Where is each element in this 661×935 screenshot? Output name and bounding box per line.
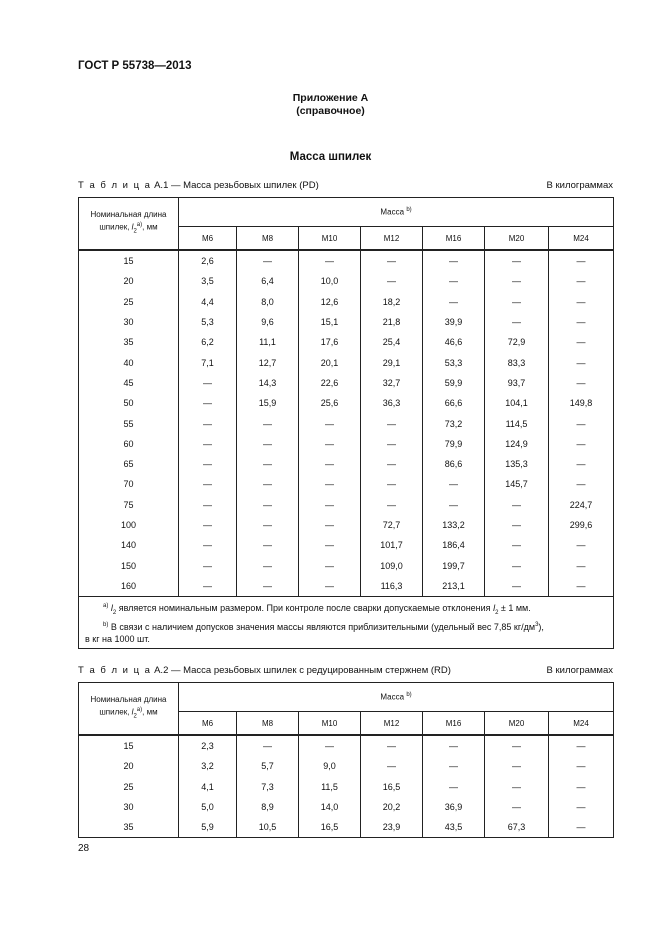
mass-cell: — bbox=[179, 576, 237, 597]
mass-cell: — bbox=[423, 474, 485, 494]
mass-cell: 3,2 bbox=[179, 756, 237, 776]
length-cell: 35 bbox=[79, 332, 179, 352]
length-cell: 150 bbox=[79, 555, 179, 575]
mass-cell: 299,6 bbox=[549, 515, 614, 535]
length-cell: 30 bbox=[79, 797, 179, 817]
table-row bbox=[79, 797, 614, 817]
footnote-b bbox=[85, 619, 609, 633]
mass-cell: 4,4 bbox=[179, 292, 237, 312]
mass-cell: — bbox=[549, 373, 614, 393]
mass-cell: 11,5 bbox=[299, 777, 361, 797]
mass-cell: 17,6 bbox=[299, 332, 361, 352]
mass-cell: 16,5 bbox=[361, 777, 423, 797]
mass-cell: 11,1 bbox=[237, 332, 299, 352]
section-title: Масса шпилек bbox=[289, 151, 372, 163]
footnote-b-text: В связи с наличием допусков значения массы являются приблизительными (удельный вес 7,85 кг/дм bbox=[108, 621, 536, 632]
mass-cell: — bbox=[299, 576, 361, 597]
mass-cell: 59,9 bbox=[423, 373, 485, 393]
mass-cell: 5,9 bbox=[179, 817, 237, 838]
mass-cell: — bbox=[485, 576, 549, 597]
length-cell: 30 bbox=[79, 312, 179, 332]
mass-cell: — bbox=[423, 292, 485, 312]
mass-cell: — bbox=[237, 434, 299, 454]
length-cell: 40 bbox=[79, 352, 179, 372]
mass-cell: 6,2 bbox=[179, 332, 237, 352]
mass-cell: 8,9 bbox=[237, 797, 299, 817]
mass-cell: — bbox=[237, 413, 299, 433]
mass-cell: 36,3 bbox=[361, 393, 423, 413]
mass-cell: 5,3 bbox=[179, 312, 237, 332]
length-header-line1: Номинальная длина bbox=[90, 210, 167, 220]
table-row bbox=[79, 454, 614, 474]
mass-cell: — bbox=[485, 292, 549, 312]
mass-cell: 186,4 bbox=[423, 535, 485, 555]
mass-cell: — bbox=[549, 535, 614, 555]
mass-cell: — bbox=[423, 495, 485, 515]
mass-cell: — bbox=[179, 413, 237, 433]
mass-cell: 124,9 bbox=[485, 434, 549, 454]
mass-cell: — bbox=[361, 250, 423, 271]
mass-cell: 2,6 bbox=[179, 250, 237, 271]
mass-cell: — bbox=[423, 250, 485, 271]
mass-cell: 7,1 bbox=[179, 352, 237, 372]
mass-cell: — bbox=[237, 495, 299, 515]
mass-cell: 79,9 bbox=[423, 434, 485, 454]
mass-cell: 15,1 bbox=[299, 312, 361, 332]
mass-cell: — bbox=[299, 535, 361, 555]
mass-cell: 83,3 bbox=[485, 352, 549, 372]
mass-cell: — bbox=[179, 373, 237, 393]
mass-cell: — bbox=[237, 555, 299, 575]
mass-sup: b) bbox=[406, 207, 412, 214]
mass-cell: 109,0 bbox=[361, 555, 423, 575]
mass-cell: — bbox=[423, 735, 485, 756]
mass-cell: — bbox=[299, 735, 361, 756]
mass-cell: 73,2 bbox=[423, 413, 485, 433]
footnote-a-mark: a) bbox=[103, 603, 109, 610]
mass-cell: — bbox=[549, 250, 614, 271]
length-cell: 75 bbox=[79, 495, 179, 515]
table2-length-header bbox=[79, 683, 179, 736]
mass-cell: 145,7 bbox=[485, 474, 549, 494]
length-cell: 50 bbox=[79, 393, 179, 413]
mass-cell: 116,3 bbox=[361, 576, 423, 597]
mass-cell: — bbox=[549, 312, 614, 332]
mass-cell: 5,0 bbox=[179, 797, 237, 817]
mass-cell: 135,3 bbox=[485, 454, 549, 474]
mass-cell: — bbox=[423, 777, 485, 797]
table1-caption-prefix: Т а б л и ц а bbox=[78, 180, 152, 191]
mass-cell: 20,1 bbox=[299, 352, 361, 372]
mass-cell: 2,3 bbox=[179, 735, 237, 756]
mass-cell: — bbox=[179, 495, 237, 515]
mass-cell: — bbox=[299, 434, 361, 454]
footnote-b-mark: b) bbox=[103, 621, 109, 628]
mass-cell: — bbox=[549, 454, 614, 474]
mass-cell: 133,2 bbox=[423, 515, 485, 535]
size-header: М8 bbox=[237, 712, 299, 736]
mass-cell: 12,6 bbox=[299, 292, 361, 312]
mass-cell: 20,2 bbox=[361, 797, 423, 817]
length-var: l bbox=[131, 708, 134, 718]
mass-cell: — bbox=[299, 515, 361, 535]
mass-cell: — bbox=[361, 413, 423, 433]
table-row bbox=[79, 352, 614, 372]
mass-cell: — bbox=[179, 393, 237, 413]
mass-cell: — bbox=[485, 271, 549, 291]
size-header: М12 bbox=[361, 227, 423, 251]
mass-cell: — bbox=[549, 474, 614, 494]
table2 bbox=[78, 682, 614, 838]
mass-cell: 213,1 bbox=[423, 576, 485, 597]
footnote-a-sub: 2 bbox=[112, 609, 117, 616]
length-cell: 15 bbox=[79, 250, 179, 271]
size-header: М20 bbox=[485, 712, 549, 736]
mass-cell: — bbox=[549, 413, 614, 433]
table-row bbox=[79, 777, 614, 797]
table-row bbox=[79, 393, 614, 413]
standard-number: ГОСТ Р 55738—2013 bbox=[78, 60, 192, 72]
mass-cell: 101,7 bbox=[361, 535, 423, 555]
mass-cell: — bbox=[549, 735, 614, 756]
table-row bbox=[79, 817, 614, 838]
mass-cell: — bbox=[549, 352, 614, 372]
footnote-b-end: ), bbox=[538, 621, 544, 632]
table-row bbox=[79, 312, 614, 332]
size-header: М20 bbox=[485, 227, 549, 251]
length-sub: 2 bbox=[133, 713, 137, 720]
annex-title: Приложение А bbox=[292, 92, 369, 104]
footnote-a bbox=[85, 600, 609, 619]
footnote-b-sup: 3 bbox=[535, 621, 539, 628]
table1 bbox=[78, 197, 614, 649]
mass-cell: — bbox=[299, 474, 361, 494]
table-row bbox=[79, 756, 614, 776]
mass-cell: 72,7 bbox=[361, 515, 423, 535]
mass-cell: 86,6 bbox=[423, 454, 485, 474]
mass-cell: — bbox=[549, 777, 614, 797]
table-row bbox=[79, 576, 614, 597]
mass-cell: — bbox=[361, 454, 423, 474]
mass-cell: — bbox=[485, 250, 549, 271]
mass-cell: — bbox=[237, 735, 299, 756]
size-header: М6 bbox=[179, 712, 237, 736]
length-cell: 140 bbox=[79, 535, 179, 555]
mass-cell: 14,0 bbox=[299, 797, 361, 817]
mass-cell: — bbox=[237, 454, 299, 474]
size-header: М12 bbox=[361, 712, 423, 736]
length-sup: a) bbox=[136, 222, 143, 229]
mass-cell: 25,6 bbox=[299, 393, 361, 413]
mass-cell: 21,8 bbox=[361, 312, 423, 332]
size-header: М8 bbox=[237, 227, 299, 251]
length-cell: 70 bbox=[79, 474, 179, 494]
mass-cell: — bbox=[361, 495, 423, 515]
table2-caption-prefix: Т а б л и ц а bbox=[78, 665, 152, 676]
mass-cell: — bbox=[299, 454, 361, 474]
table1-mass-header bbox=[179, 198, 614, 227]
table-row bbox=[79, 735, 614, 756]
mass-cell: 36,9 bbox=[423, 797, 485, 817]
mass-cell: — bbox=[549, 817, 614, 838]
size-header: М10 bbox=[299, 227, 361, 251]
table1-footnotes bbox=[79, 597, 614, 649]
length-unit: , мм bbox=[142, 223, 158, 233]
length-header-line2: шпилек, bbox=[99, 223, 132, 233]
mass-cell: 4,1 bbox=[179, 777, 237, 797]
mass-cell: 10,5 bbox=[237, 817, 299, 838]
mass-cell: — bbox=[423, 271, 485, 291]
table2-units: В килограммах bbox=[546, 665, 613, 676]
footnote-a-sub2: 2 bbox=[495, 609, 499, 616]
mass-cell: — bbox=[485, 535, 549, 555]
mass-cell: 6,4 bbox=[237, 271, 299, 291]
mass-cell: — bbox=[549, 271, 614, 291]
length-cell: 35 bbox=[79, 817, 179, 838]
mass-cell: 25,4 bbox=[361, 332, 423, 352]
table1-length-header bbox=[79, 198, 179, 251]
length-header-line1: Номинальная длина bbox=[90, 695, 167, 705]
mass-cell: 14,3 bbox=[237, 373, 299, 393]
mass-cell: 224,7 bbox=[549, 495, 614, 515]
mass-cell: 93,7 bbox=[485, 373, 549, 393]
mass-cell: 23,9 bbox=[361, 817, 423, 838]
mass-cell: 16,5 bbox=[299, 817, 361, 838]
mass-cell: — bbox=[179, 555, 237, 575]
table1-caption bbox=[78, 180, 613, 191]
table-row bbox=[79, 555, 614, 575]
page-number: 28 bbox=[78, 843, 90, 854]
table2-caption bbox=[78, 665, 613, 676]
size-header: М24 bbox=[549, 227, 614, 251]
mass-cell: 7,3 bbox=[237, 777, 299, 797]
mass-cell: — bbox=[237, 474, 299, 494]
mass-cell: — bbox=[485, 735, 549, 756]
mass-cell: — bbox=[485, 515, 549, 535]
mass-cell: 67,3 bbox=[485, 817, 549, 838]
size-header: М24 bbox=[549, 712, 614, 736]
table-row bbox=[79, 474, 614, 494]
length-var: l bbox=[131, 223, 134, 233]
table-row bbox=[79, 434, 614, 454]
size-header: М10 bbox=[299, 712, 361, 736]
mass-cell: — bbox=[179, 434, 237, 454]
mass-cell: 5,7 bbox=[237, 756, 299, 776]
mass-cell: — bbox=[485, 312, 549, 332]
mass-label: Масса bbox=[380, 692, 405, 702]
table-row bbox=[79, 535, 614, 555]
table-row bbox=[79, 413, 614, 433]
mass-cell: 66,6 bbox=[423, 393, 485, 413]
mass-cell: — bbox=[237, 250, 299, 271]
mass-cell: 22,6 bbox=[299, 373, 361, 393]
length-sub: 2 bbox=[133, 228, 137, 235]
mass-cell: — bbox=[299, 413, 361, 433]
mass-cell: — bbox=[549, 576, 614, 597]
mass-cell: — bbox=[179, 474, 237, 494]
table1-caption-text: А.1 — Масса резьбовых шпилек (PD) bbox=[151, 180, 319, 191]
mass-cell: 199,7 bbox=[423, 555, 485, 575]
mass-cell: 18,2 bbox=[361, 292, 423, 312]
mass-cell: — bbox=[485, 777, 549, 797]
mass-sup: b) bbox=[406, 692, 412, 699]
table-row bbox=[79, 332, 614, 352]
mass-cell: 114,5 bbox=[485, 413, 549, 433]
mass-cell: — bbox=[361, 271, 423, 291]
footnote-a-text: является номинальным размером. При контроле после сварки допускаемые отклонения bbox=[116, 603, 494, 614]
mass-cell: — bbox=[179, 515, 237, 535]
mass-cell: 104,1 bbox=[485, 393, 549, 413]
footnote-a-tolerance: ± 1 мм. bbox=[498, 603, 531, 614]
mass-cell: — bbox=[485, 797, 549, 817]
mass-cell: 10,0 bbox=[299, 271, 361, 291]
length-cell: 55 bbox=[79, 413, 179, 433]
mass-cell: — bbox=[237, 576, 299, 597]
mass-cell: — bbox=[237, 535, 299, 555]
mass-cell: — bbox=[299, 555, 361, 575]
length-cell: 20 bbox=[79, 271, 179, 291]
mass-cell: — bbox=[361, 474, 423, 494]
mass-cell: — bbox=[549, 555, 614, 575]
length-cell: 15 bbox=[79, 735, 179, 756]
mass-cell: 8,0 bbox=[237, 292, 299, 312]
length-cell: 65 bbox=[79, 454, 179, 474]
mass-cell: — bbox=[485, 756, 549, 776]
table1-units: В килограммах bbox=[546, 180, 613, 191]
length-cell: 20 bbox=[79, 756, 179, 776]
length-unit: , мм bbox=[142, 708, 158, 718]
table2-mass-header bbox=[179, 683, 614, 712]
mass-cell: — bbox=[299, 495, 361, 515]
table-row bbox=[79, 373, 614, 393]
mass-cell: 3,5 bbox=[179, 271, 237, 291]
mass-cell: 72,9 bbox=[485, 332, 549, 352]
mass-cell: — bbox=[299, 250, 361, 271]
mass-cell: — bbox=[549, 434, 614, 454]
mass-cell: — bbox=[549, 756, 614, 776]
mass-cell: — bbox=[549, 292, 614, 312]
length-cell: 60 bbox=[79, 434, 179, 454]
length-cell: 25 bbox=[79, 777, 179, 797]
table-row bbox=[79, 250, 614, 271]
mass-cell: 46,6 bbox=[423, 332, 485, 352]
length-sup: a) bbox=[136, 707, 143, 714]
size-header: М16 bbox=[423, 712, 485, 736]
mass-cell: 43,5 bbox=[423, 817, 485, 838]
annex-status: (справочное) bbox=[296, 105, 365, 117]
table2-caption-text: А.2 — Масса резьбовых шпилек с редуцированным стержнем (RD) bbox=[151, 665, 451, 676]
mass-cell: — bbox=[237, 515, 299, 535]
table-row bbox=[79, 495, 614, 515]
mass-cell: 39,9 bbox=[423, 312, 485, 332]
length-cell: 100 bbox=[79, 515, 179, 535]
size-header: М16 bbox=[423, 227, 485, 251]
mass-cell: — bbox=[361, 756, 423, 776]
length-cell: 45 bbox=[79, 373, 179, 393]
mass-cell: 32,7 bbox=[361, 373, 423, 393]
mass-cell: — bbox=[179, 535, 237, 555]
mass-cell: 29,1 bbox=[361, 352, 423, 372]
mass-cell: — bbox=[423, 756, 485, 776]
footnote-a-var: l bbox=[110, 603, 113, 614]
mass-label: Масса bbox=[380, 207, 405, 217]
mass-cell: 12,7 bbox=[237, 352, 299, 372]
mass-cell: — bbox=[549, 332, 614, 352]
table-row bbox=[79, 271, 614, 291]
mass-cell: — bbox=[361, 735, 423, 756]
table-row bbox=[79, 515, 614, 535]
mass-cell: — bbox=[485, 495, 549, 515]
mass-cell: — bbox=[179, 454, 237, 474]
mass-cell: — bbox=[485, 555, 549, 575]
length-cell: 25 bbox=[79, 292, 179, 312]
mass-cell: — bbox=[549, 797, 614, 817]
length-cell: 160 bbox=[79, 576, 179, 597]
mass-cell: 15,9 bbox=[237, 393, 299, 413]
mass-cell: 9,0 bbox=[299, 756, 361, 776]
footnote-b-line2: в кг на 1000 шт. bbox=[85, 633, 150, 644]
table-row bbox=[79, 292, 614, 312]
mass-cell: 149,8 bbox=[549, 393, 614, 413]
mass-cell: 53,3 bbox=[423, 352, 485, 372]
mass-cell: — bbox=[361, 434, 423, 454]
size-header: М6 bbox=[179, 227, 237, 251]
footnote-a-var2: l bbox=[493, 603, 496, 614]
length-header-line2: шпилек, bbox=[99, 708, 132, 718]
mass-cell: 9,6 bbox=[237, 312, 299, 332]
